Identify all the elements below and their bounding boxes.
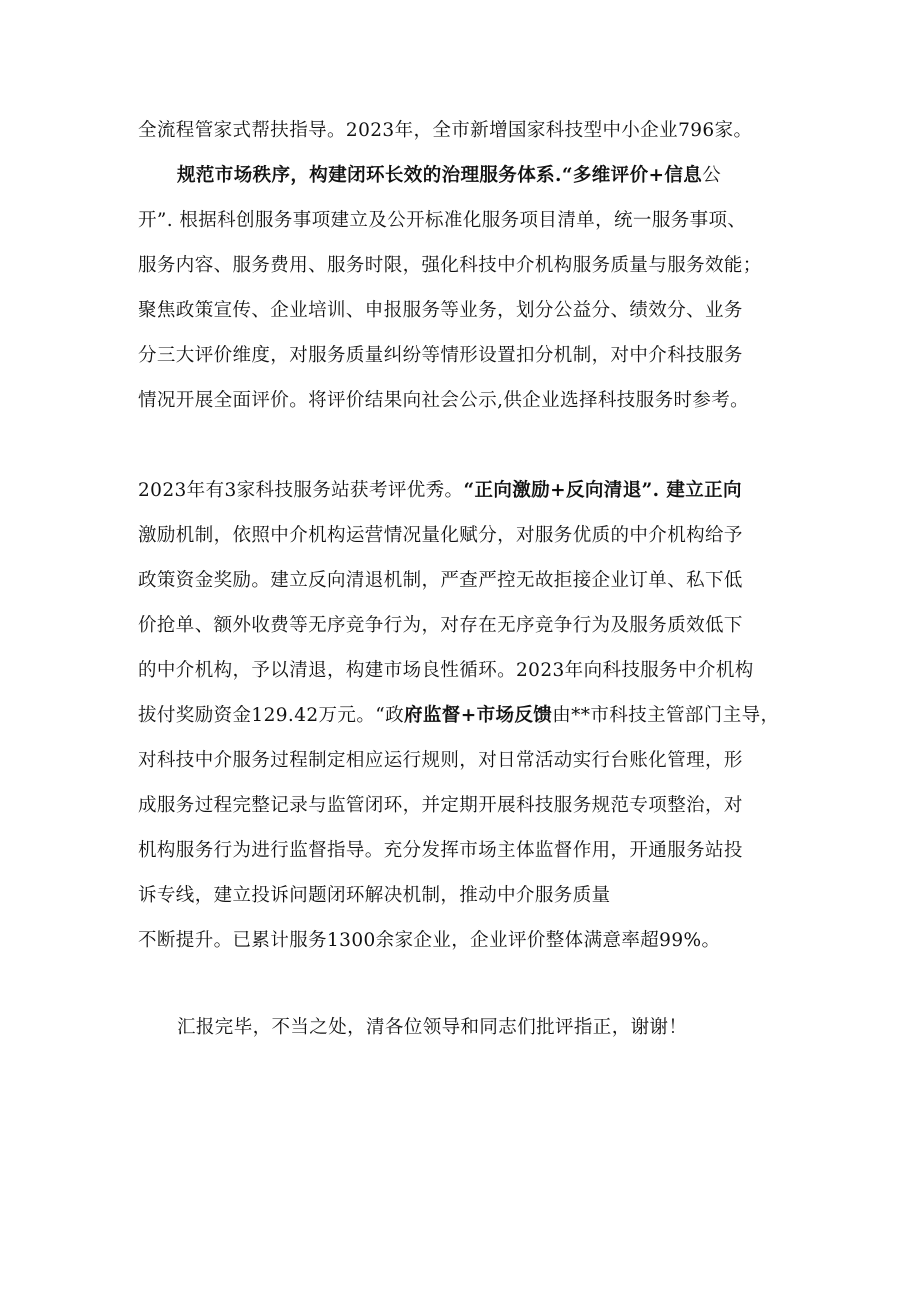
text-line: 不断提升。已累计服务1300余家企业，企业评价整体满意率超99%。 <box>138 930 721 951</box>
mixed-text-line <box>138 704 779 728</box>
paragraph-heading-line <box>177 164 721 188</box>
text-line: 诉专线，建立投诉问题闭环解决机制，推动中介服务质量 <box>138 885 611 906</box>
text-line: 机构服务行为进行监督指导。充分发挥市场主体监督作用，开通服务站投 <box>138 840 743 861</box>
text-line: 价抢单、额外收费等无序竞争行为，对存在无序竞争行为及服务质效低下 <box>138 615 743 636</box>
text-line: 分三大评价维度，对服务质量纠纷等情形设置扣分机制，对中介科技服务 <box>138 345 743 366</box>
bold-phrase: 府监督+市场反馈 <box>404 705 553 726</box>
bold-heading: 规范市场秩序，构建闭环长效的治理服务体系.“多维评价+信息 <box>177 165 703 186</box>
heading-tail: 公 <box>702 165 722 186</box>
text-line: 成服务过程完整记录与监管闭环，并定期开展科技服务规范专项整治，对 <box>138 795 743 816</box>
line-segment: 由**市科技主管部门主导， <box>552 705 780 726</box>
line-segment: . 建立正向 <box>652 480 742 501</box>
line-segment: 拔付奖励资金129.42万元。“政 <box>138 705 404 726</box>
text-line: 开”. 根据科创服务事项建立及公开标准化服务项目清单，统一服务事项、 <box>138 210 747 231</box>
text-line: 的中介机构，予以清退，构建市场良性循环。2023年向科技服务中介机构 <box>138 660 754 681</box>
text-line: 全流程管家式帮扶指导。2023年，全市新增国家科技型中小企业796家。 <box>138 120 753 141</box>
line-segment: 2023年有3家科技服务站获考评优秀。 <box>138 480 464 501</box>
text-line: 情况开展全面评价。将评价结果向社会公示,供企业选择科技服务时参考。 <box>138 390 750 411</box>
text-line: 服务内容、服务费用、服务时限，强化科技中介机构服务质量与服务效能； <box>138 255 762 276</box>
bold-phrase: “正向激励+反向清退” <box>463 480 653 501</box>
text-line: 政策资金奖励。建立反向清退机制，严查严控无故拒接企业订单、私下低 <box>138 570 743 591</box>
text-line: 对科技中介服务过程制定相应运行规则，对日常活动实行台账化管理，形 <box>138 750 743 771</box>
text-line: 聚焦政策宣传、企业培训、申报服务等业务，划分公益分、绩效分、业务 <box>138 300 743 321</box>
closing-line: 汇报完毕，不当之处，清各位领导和同志们批评指正，谢谢！ <box>177 1017 688 1038</box>
mixed-text-line <box>138 479 742 503</box>
text-line: 激励机制，依照中介机构运营情况量化赋分，对服务优质的中介机构给予 <box>138 525 743 546</box>
